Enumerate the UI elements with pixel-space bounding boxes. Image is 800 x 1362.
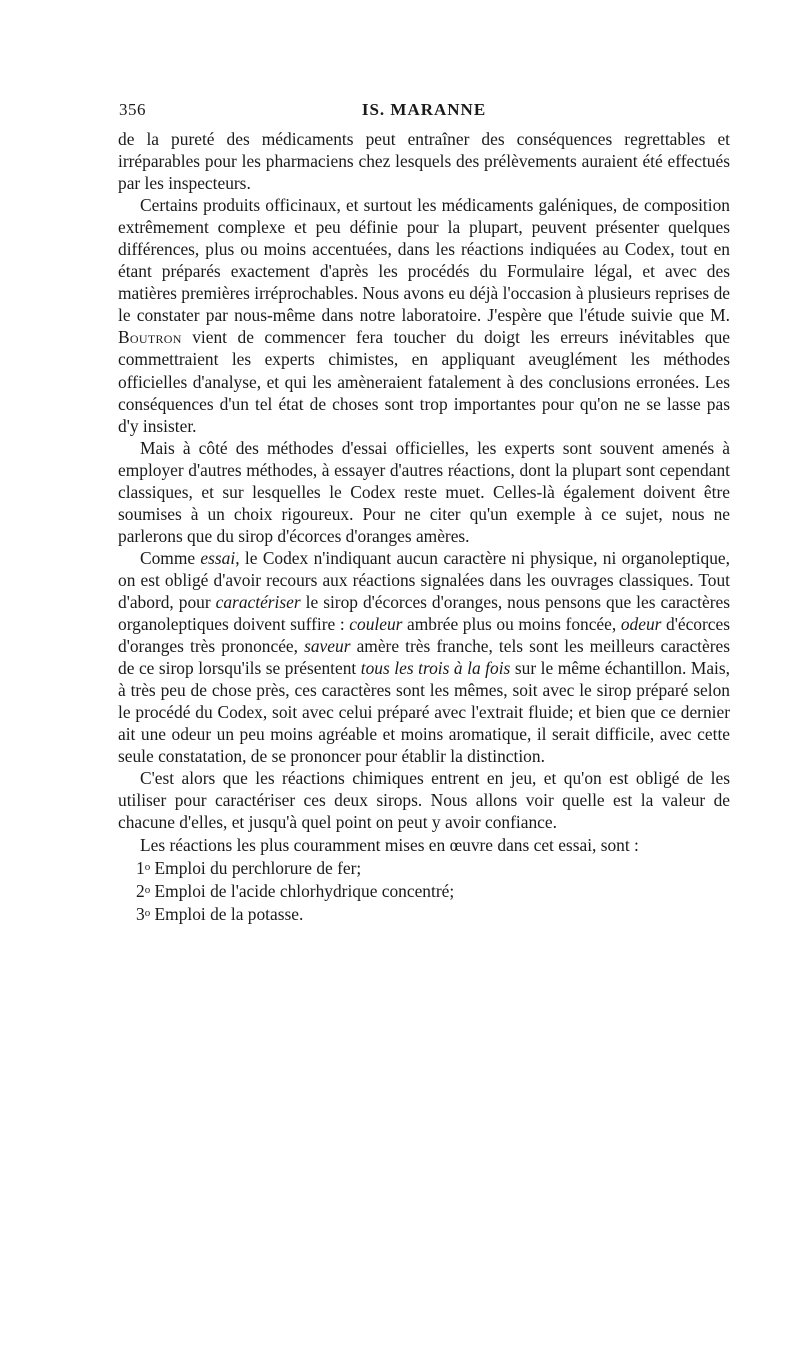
paragraph-1: de la pureté des médicaments peut entraîner des conséquences regrettables et irréparables pour les pharmaciens chez lesquels des prélèvements auraient été effectués par les inspecteurs.: [118, 129, 730, 194]
ordinal-mark: o: [144, 860, 151, 873]
p4-italic-couleur: couleur: [349, 614, 403, 635]
paragraph-4: [118, 547, 730, 767]
p4-text-4: ambrée plus ou moins foncée,: [402, 614, 621, 635]
page-header: [119, 100, 729, 124]
list-item-text: Emploi de la potasse.: [150, 903, 304, 924]
ordinal-mark: o: [144, 906, 151, 919]
list-item: [118, 856, 730, 879]
p4-text-2: , le Codex n'indiquant aucun caractère ni physique, ni organoleptique, on est obligé d'avoir recours aux réactions signalées dans les ouvrages classiques. Tout d'abord, pour: [118, 547, 730, 612]
p4-italic-tous-les-trois: tous les trois à la fois: [360, 658, 511, 679]
p4-text-7: sur le même échantillon. Mais, à très peu de chose près, ces caractères sont les mêmes, soit avec le sirop préparé selon le procédé du Codex, soit avec celui préparé avec l'extrait fluide; et bien que ce dernier ait une odeur un peu moins agréable et moins aromatique, il serait difficile, avec cette seule constatation, de se prononcer pour établir la distinction.: [118, 658, 730, 767]
list-item-number: 3: [136, 903, 145, 924]
p4-text-1: Comme: [140, 547, 201, 568]
paragraph-6: Les réactions les plus couramment mises en œuvre dans cet essai, sont :: [140, 834, 639, 855]
paragraph-2: [118, 194, 730, 437]
p4-italic-odeur: odeur: [620, 614, 662, 635]
list-item-number: 2: [136, 880, 145, 901]
p4-text-5: d'écorces d'oranges très prononcée,: [118, 614, 730, 657]
reaction-list: [118, 856, 730, 925]
list-item-number: 1: [136, 857, 145, 878]
author-name-boutron: Boutron: [118, 327, 182, 348]
p4-italic-caracteriser: caractériser: [215, 591, 301, 612]
p4-italic-saveur: saveur: [304, 636, 351, 657]
paragraph-3: Mais à côté des méthodes d'essai officielles, les experts sont souvent amenés à employer d'autres méthodes, à essayer d'autres réactions, dont la plupart sont cependant classiques, et sur lesquelles le Codex reste muet. Celles-là également doivent être soumises à un choix rigoureux. Pour ne citer qu'un exemple à ce sujet, nous ne parlerons que du sirop d'écorces d'oranges amères.: [118, 437, 730, 546]
paragraph-2-text-b: vient de commencer fera toucher du doigt les erreurs inévitables que commettraient les experts chimistes, en appliquant aveuglément les méthodes officielles d'analyse, et qui les amèneraient fatalement à des conclusions erronées. Les conséquences d'un tel état de choses sont trop importantes pour qu'on ne se lasse pas d'y insister.: [118, 327, 730, 436]
ordinal-mark: o: [144, 883, 151, 896]
p4-text-6: amère très franche, tels sont les meilleurs caractères de ce sirop lorsqu'ils se présentent: [118, 636, 730, 679]
p4-italic-essai: essai: [200, 547, 236, 568]
p4-text-3: le sirop d'écorces d'oranges, nous pensons que les caractères organoleptiques doivent suffire :: [118, 591, 730, 635]
list-item: [118, 902, 730, 925]
paragraph-2-text-a: Certains produits officinaux, et surtout les médicaments galéniques, de composition extrêmement complexe et peu définie pour la plupart, peuvent présenter quelques différences, plus ou moins accentuées, dans les réactions indiquées au Codex, tout en étant préparés exactement d'après les procédés du Formulaire légal, et avec des matières premières irréprochables. Nous avons eu déjà l'occasion à plusieurs reprises de le constater par nous-même dans notre laboratoire. J'espère que l'étude suivie que M.: [118, 195, 730, 326]
body-text: [118, 128, 730, 925]
list-item-text: Emploi de l'acide chlorhydrique concentré;: [150, 880, 455, 901]
running-head: IS. MARANNE: [361, 100, 487, 119]
paragraph-5: C'est alors que les réactions chimiques entrent en jeu, et qu'on est obligé de les utiliser pour caractériser ces deux sirops. Nous allons voir quelle est la valeur de chacune d'elles, et jusqu'à quel point on peut y avoir confiance.: [118, 768, 730, 833]
list-item: [118, 879, 730, 902]
page-number: 356: [119, 100, 146, 119]
list-item-text: Emploi du perchlorure de fer;: [150, 857, 362, 878]
